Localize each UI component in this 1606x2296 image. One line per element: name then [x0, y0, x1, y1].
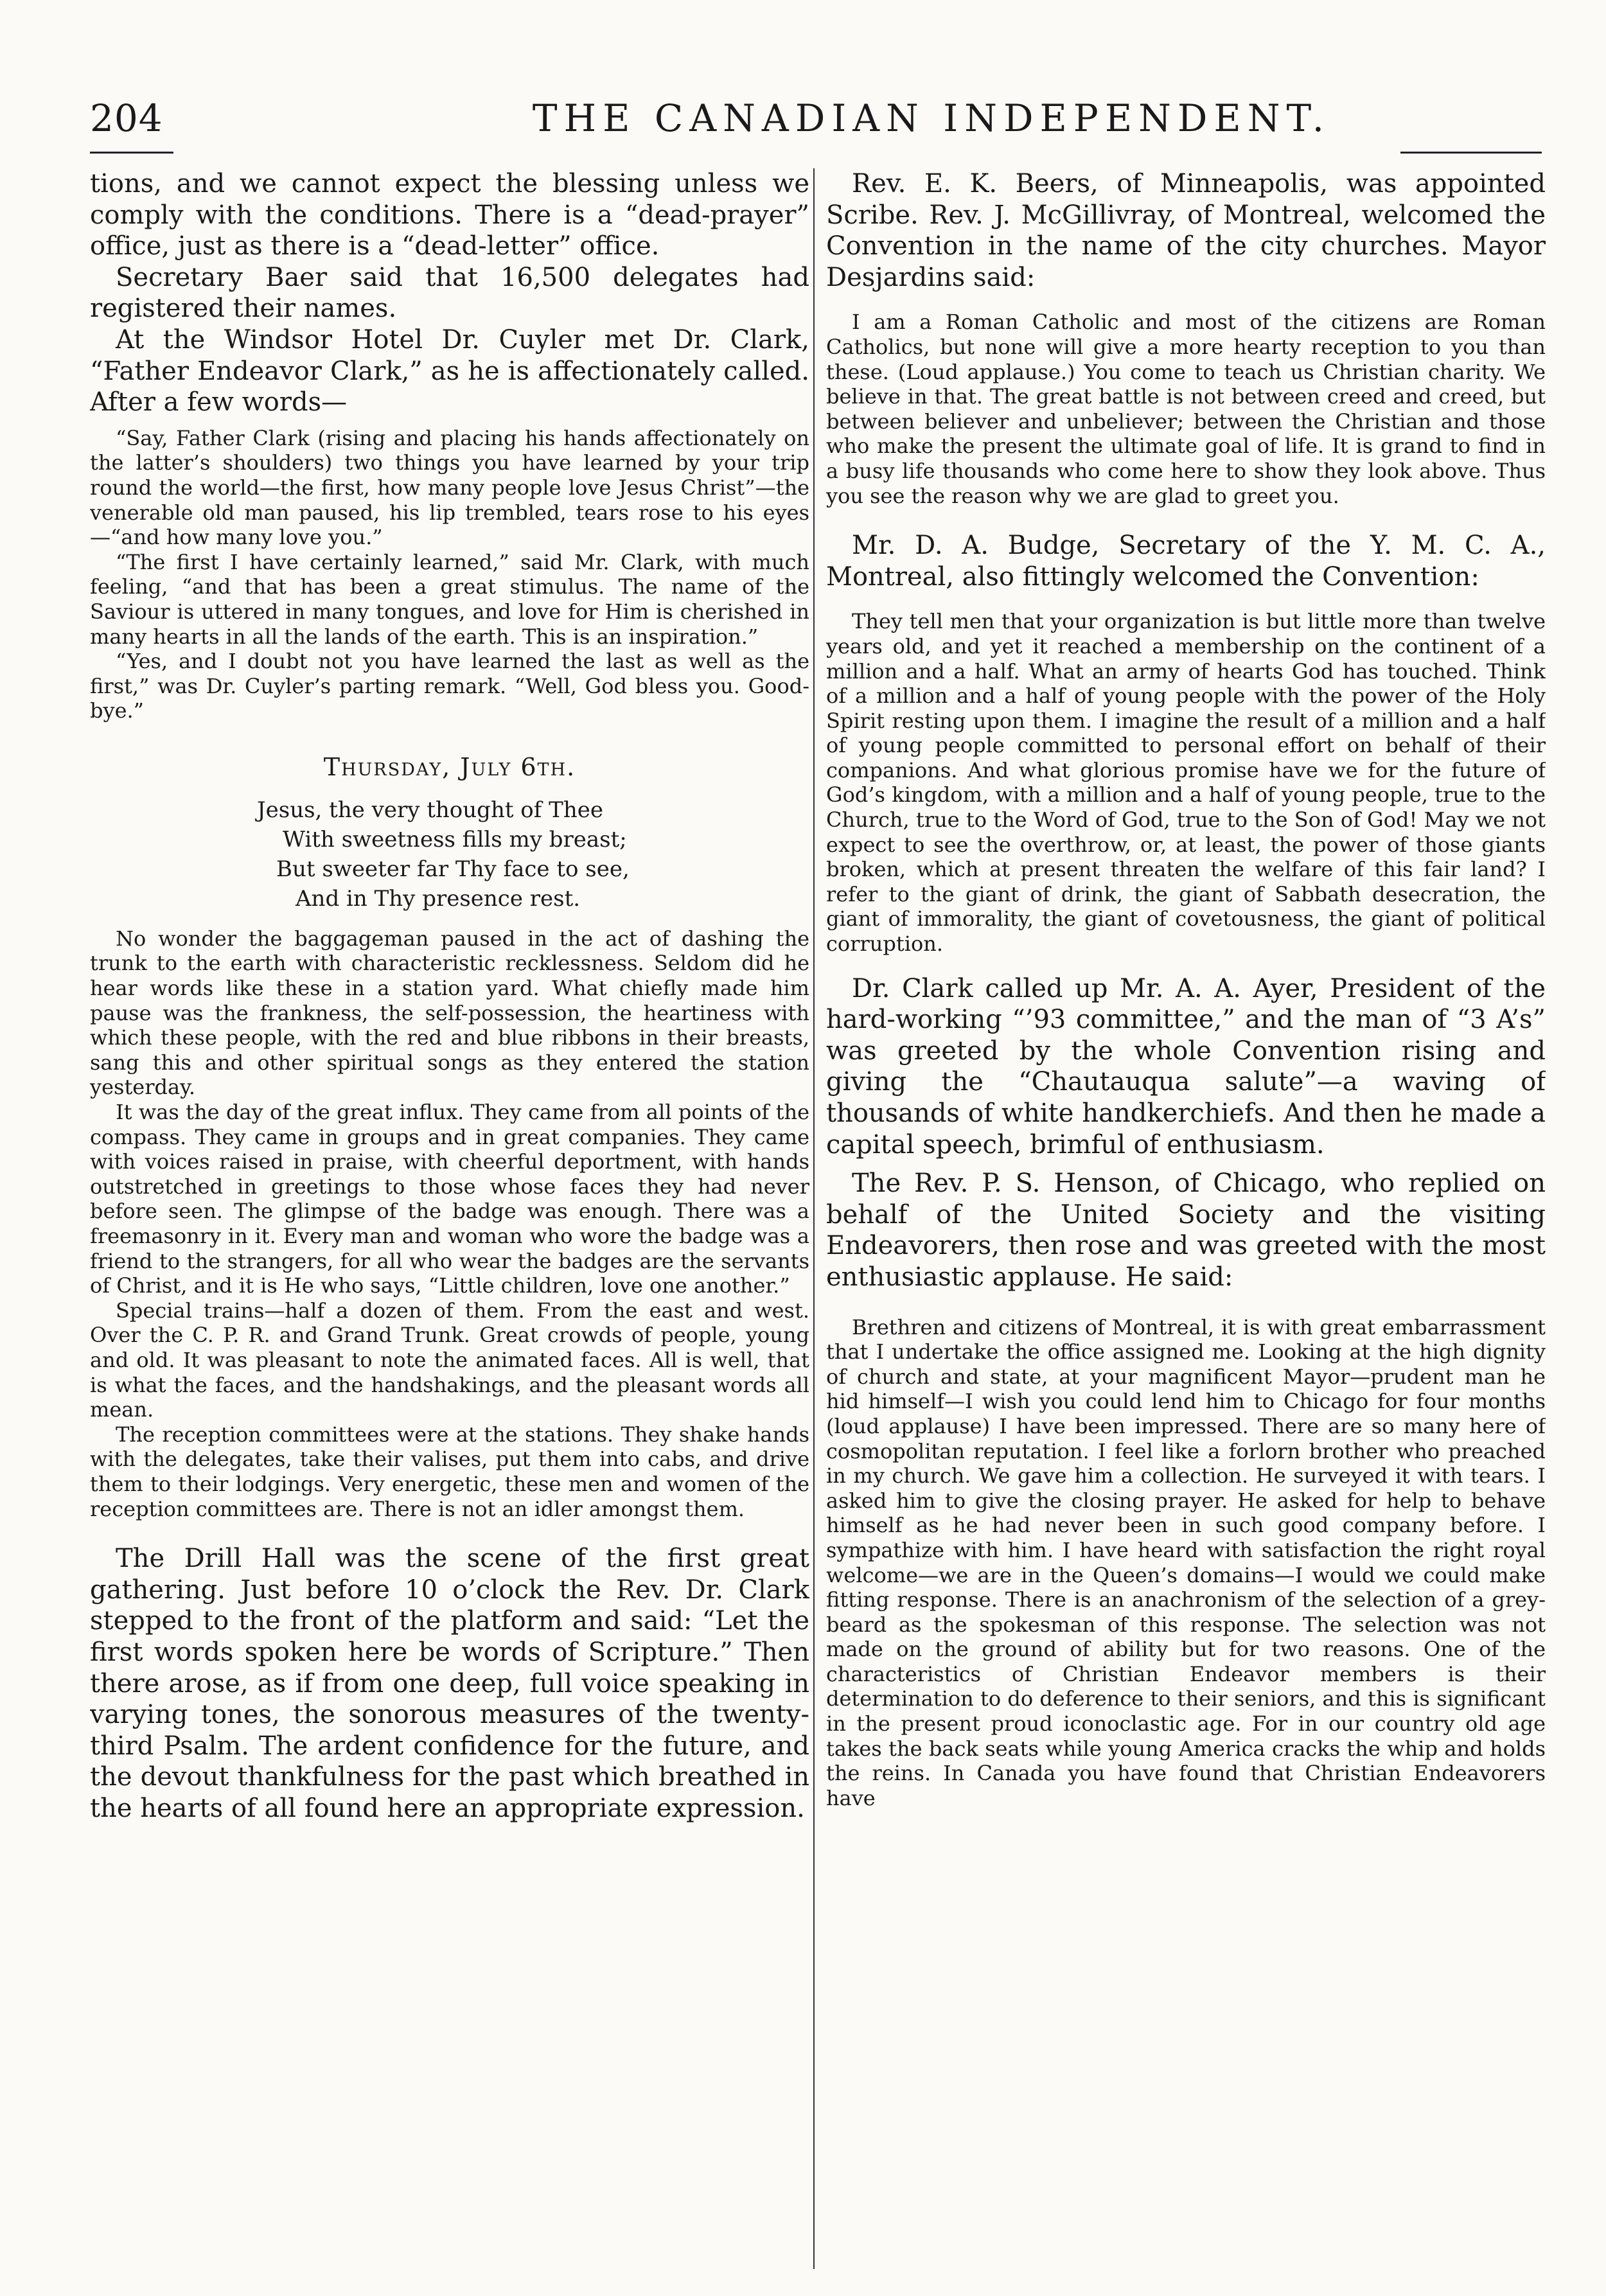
- paragraph-beers-scribe: Rev. E. K. Beers, of Minneapolis, was appointed Scribe. Rev. J. McGillivray, of Montreal, welcomed the Convention in the name of the city churches. Mayor Desjardins said:: [826, 169, 1546, 292]
- paragraph-windsor-hotel: At the Windsor Hotel Dr. Cuyler met Dr. Clark, “Father Endeavor Clark,” as he is affectionately called. After a few words—: [90, 324, 809, 418]
- paragraph-great-influx: It was the day of the great influx. They came from all points of the compass. They came in groups and in great companies. They came with voices raised in praise, with cheerful deportment, with hands outstretched in greetings to those whose faces they had never before seen. The glimpse of the badge was enough. There was a freemasonry in it. Every man and woman who wore the badge was a friend to the strangers, for all who wear the badges are the servants of Christ, and it is He who says, “Little children, love one another.”: [90, 1100, 809, 1298]
- running-title: THE CANADIAN INDEPENDENT.: [532, 96, 1331, 140]
- paragraph-continuation: tions, and we cannot expect the blessing unless we comply with the conditions. There is a “dead-prayer” office, just as there is a “dead-letter” office.: [90, 169, 809, 261]
- hymn-line: With sweetness fills my breast;: [283, 826, 627, 852]
- quote-clark: “The first I have certainly learned,” said Mr. Clark, with much feeling, “and that has been a great stimulus. The name of the Saviour is uttered in many tongues, and love for Him is cherished in many hearts in all the lands of the earth. This is an inspiration.”: [90, 549, 809, 649]
- hymn-stanza: [90, 795, 809, 914]
- quote-henson: Brethren and citizens of Montreal, it is with great embarrassment that I undertake the office assigned me. Looking at the high dignity of church and state, at your magnificent Mayor—prudent man he hid himself—I wish you could lend him to Chicago for four months (loud applause) I have been impressed. There are so many here of cosmopolitan reputation. I feel like a forlorn brother who preached in my church. We gave him a collection. He surveyed it with tears. I asked him to give the closing prayer. He asked for help to behave himself as he had never been in such good company before. I sympathize with him. I have heard with satisfaction the right royal welcome—we are in the Queen’s domains—I would we could make fitting response. There is an anachronism of the selection of a grey-beard as the spokesman of this response. The selection was not made on the ground of ability but for two reasons. One of the characteristics of Christian Endeavor members is their determination to do deference to their seniors, and this is significant in the present proud iconoclastic age. For in our country old age takes the back seats while young America cracks the whip and holds the reins. In Canada you have found that Christian Endeavorers have: [826, 1314, 1546, 1810]
- paragraph-baggageman: No wonder the baggageman paused in the act of dashing the trunk to the earth with characteristic recklessness. Seldom did he hear words like these in a station yard. What chiefly made him pause was the frankness, the self-possession, the heartiness with which these people, with the red and blue ribbons in their breasts, sang this and other spiritual songs as they entered the station yesterday.: [90, 926, 809, 1100]
- right-column: [826, 168, 1546, 2269]
- paragraph-delegates: Secretary Baer said that 16,500 delegates had registered their names.: [90, 262, 809, 324]
- section-heading-thursday: Thursday, July 6th.: [323, 752, 576, 781]
- column-divider: [813, 168, 815, 2269]
- paragraph-special-trains: Special trains—half a dozen of them. From the east and west. Over the C. P. R. and Grand Trunk. Great crowds of people, young and old. It was pleasant to note the animated faces. All is well, that is what the faces, and the handshakings, and the pleasant words all mean.: [90, 1298, 809, 1422]
- page-header: [90, 96, 1542, 167]
- paragraph-reception-committees: The reception committees were at the stations. They shake hands with the delegates, take their valises, put them into cabs, and drive them to their lodgings. Very energetic, these men and women of the reception committees are. There is not an idler amongst them.: [90, 1422, 809, 1521]
- paragraph-henson: The Rev. P. S. Henson, of Chicago, who replied on behalf of the United Society and the visiting Endeavorers, then rose and was greeted with the most enthusiastic applause. He said:: [826, 1169, 1546, 1292]
- page-number: 204: [90, 96, 163, 140]
- left-column: [90, 168, 809, 2269]
- hymn-line: But sweeter far Thy face to see,: [276, 856, 630, 882]
- quote-mayor-desjardins: I am a Roman Catholic and most of the citizens are Roman Catholics, but none will give a more hearty reception to you than these. (Loud applause.) You come to teach us Christian charity. We believe in that. The great battle is not between creed and creed, but between believer and unbeliever; between the Christian and those who make the present the ultimate goal of life. It is grand to find in a busy life thousands who come here to show they look above. Thus you see the reason why we are glad to greet you.: [826, 310, 1546, 508]
- quote-cuyler: “Say, Father Clark (rising and placing his hands affectionately on the latter’s shoulders) two things you have learned by your trip round the world—the first, how many people love Jesus Christ”—the venerable old man paused, his lip trembled, tears rose to his eyes—“and how many love you.”: [90, 425, 809, 550]
- quote-budge: They tell men that your organization is but little more than twelve years old, and yet it reached a membership on the continent of a million and a half. What an army of hearts God has touched. Think of a million and a half of young people with the power of the Holy Spirit resting upon them. I imagine the result of a million and a half of young people committed to personal effort on behalf of their companions. And what glorious promise have we for the future of God’s kingdom, with a million and a half of young people, true to the Church, true to the Word of God, true to the Son of God! May we not expect to see the overthrow, or, at least, the power of those giants broken, which at present threaten the welfare of this fair land? I refer to the giant of drink, the giant of Sabbath desecration, the giant of immorality, the giant of covetousness, the giant of political corruption.: [826, 609, 1546, 957]
- paragraph-budge: Mr. D. A. Budge, Secretary of the Y. M. C. A., Montreal, also fittingly welcomed the Convention:: [826, 531, 1546, 592]
- hymn-line: And in Thy presence rest.: [296, 885, 581, 912]
- header-rule-right: [1400, 152, 1542, 154]
- quote-cuyler-farewell: “Yes, and I doubt not you have learned the last as well as the first,” was Dr. Cuyler’s parting remark. “Well, God bless you. Good-bye.”: [90, 649, 809, 723]
- hymn-line: Jesus, the very thought of Thee: [257, 797, 603, 823]
- header-rule-left: [90, 152, 173, 154]
- paragraph-drill-hall: The Drill Hall was the scene of the first great gathering. Just before 10 o’clock the Rev. Dr. Clark stepped to the front of the platform and said: “Let the first words spoken here be words of Scripture.” Then there arose, as if from one deep, full voice speaking in varying tones, the sonorous measures of the twenty-third Psalm. The ardent confidence for the future, and the devout thankfulness for the past which breathed in the hearts of all found here an appropriate expression.: [90, 1544, 809, 1823]
- paragraph-ayer: Dr. Clark called up Mr. A. A. Ayer, President of the hard-working “’93 committee,” and the man of “3 A’s” was greeted by the whole Convention rising and giving the “Chautauqua salute”—a waving of thousands of white handkerchiefs. And then he made a capital speech, brimful of enthusiasm.: [826, 973, 1546, 1160]
